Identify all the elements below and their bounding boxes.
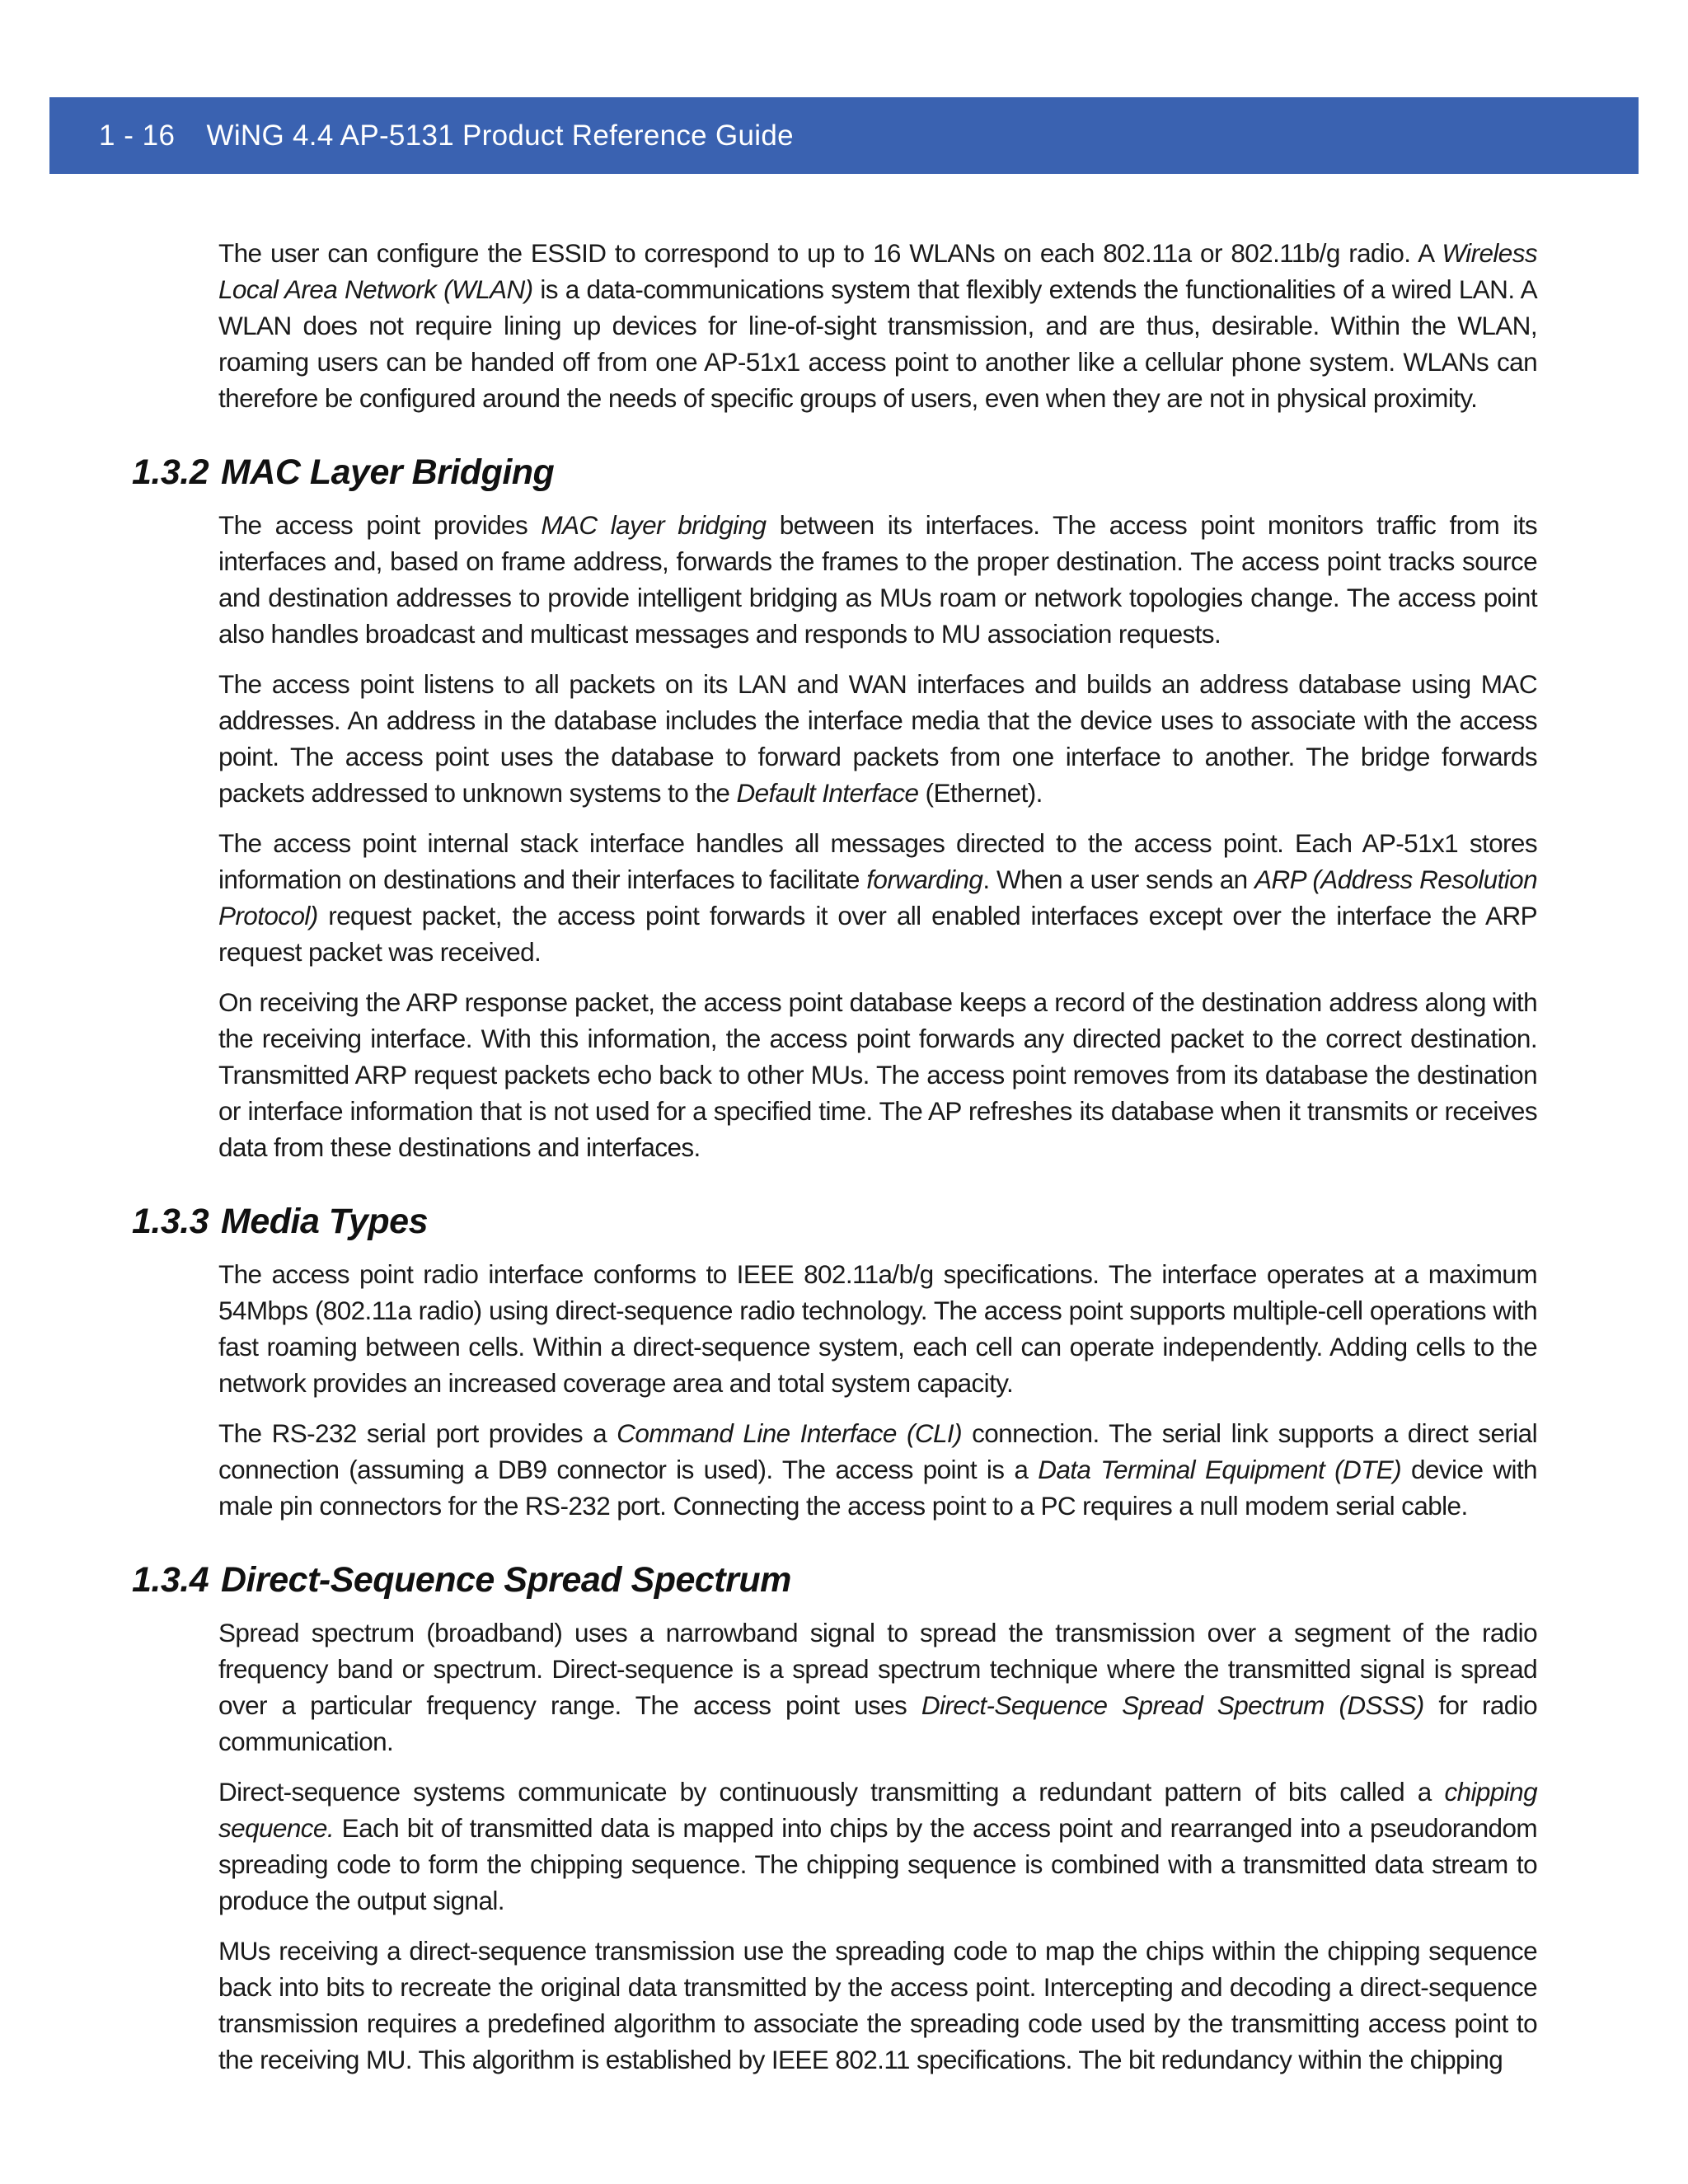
intro-paragraph: The user can configure the ESSID to correspond to up to 16 WLANs on each 802.11a or 802.11b/g radio. A Wireless Local Area Network (WLAN) is a data-communications system that flexibly extends the functionalities of a wired LAN. A WLAN does not require lining up devices for line-of-sight transmission, and are thus, desirable. Within the WLAN, roaming users can be handed off from one AP-51x1 access point to another like a cellular phone system. WLANs can therefore be configured around the needs of specific groups of users, even when they are not in physical proximity. <box>218 238 1537 413</box>
paragraph: The access point listens to all packets on its LAN and WAN interfaces and builds an address database using MAC addresses. An address in the database includes the interface media that the device uses to associate with the access point. The access point uses the database to forward packets from one interface to another. The bridge forwards packets addressed to unknown systems to the Default Interface (Ethernet). <box>218 669 1537 808</box>
page-header-bar <box>49 97 1639 174</box>
paragraph: The access point radio interface conforms to IEEE 802.11a/b/g specifications. The interface operates at a maximum 54Mbps (802.11a radio) using direct-sequence radio technology. The access point supports multiple-cell operations with fast roaming between cells. Within a direct-sequence system, each cell can operate independently. Adding cells to the network provides an increased coverage area and total system capacity. <box>218 1259 1537 1398</box>
section-title: Direct-Sequence Spread Spectrum <box>221 1560 791 1600</box>
document-title: WiNG 4.4 AP-5131 Product Reference Guide <box>206 119 794 152</box>
term-dsss: Direct-Sequence Spread Spectrum (DSSS) <box>921 1690 1424 1720</box>
paragraph: The RS-232 serial port provides a Command Line Interface (CLI) connection. The serial link supports a direct serial connection (assuming a DB9 connector is used). The access point is a Data Terminal Equipment (DTE) device with male pin connectors for the RS-232 port. Connecting the access point to a PC requires a null modem serial cable. <box>218 1418 1537 1521</box>
paragraph: On receiving the ARP response packet, the access point database keeps a record of the destination address along with the receiving interface. With this information, the access point forwards any directed packet to the correct destination. Transmitted ARP request packets echo back to other MUs. The access point removes from its database the destination or interface information that is not used for a specified time. The AP refreshes its database when it transmits or receives data from these destinations and interfaces. <box>218 987 1537 1162</box>
term-cli: Command Line Interface (CLI) <box>617 1418 962 1448</box>
paragraph: Spread spectrum (broadband) uses a narrowband signal to spread the transmission over a segment of the radio frequency band or spectrum. Direct-sequence is a spread spectrum technique where the transmitted signal is spread over a particular frequency range. The access point uses Direct-Sequence Spread Spectrum (DSSS) for radio communication. <box>218 1618 1537 1756</box>
page-content <box>0 235 1688 2092</box>
term-mac-layer-bridging: MAC layer bridging <box>541 510 767 540</box>
page-number: 1 - 16 <box>99 119 176 152</box>
term-chipping-sequence: chipping sequence. <box>218 1777 1537 1843</box>
term-forwarding: forwarding <box>866 865 983 894</box>
paragraph: The access point provides MAC layer bridging between its interfaces. The access point monitors traffic from its interfaces and, based on frame address, forwards the frames to the proper destination. The access point tracks source and destination addresses to provide intelligent bridging as MUs roam or network topologies change. The access point also handles broadcast and multicast messages and responds to MU association requests. <box>218 510 1538 649</box>
term-dte: Data Terminal Equipment (DTE) <box>1038 1455 1402 1484</box>
section-title: Media Types <box>221 1202 428 1241</box>
paragraph: The access point internal stack interface handles all messages directed to the access point. Each AP-51x1 stores information on destinations and their interfaces to facilitate forwarding. When a user sends an ARP (Address Resolution Protocol) request packet, the access point forwards it over all enabled interfaces except over the interface the ARP request packet was received. <box>218 828 1537 967</box>
section-number: 1.3.4 <box>132 1560 209 1600</box>
paragraph: MUs receiving a direct-sequence transmission use the spreading code to map the chips within the chipping sequence back into bits to recreate the original data transmitted by the access point. Intercepting and decoding a direct-sequence transmission requires a predefined algorithm to associate the spreading code used by the transmitting access point to the receiving MU. This algorithm is established by IEEE 802.11 specifications. The bit redundancy within the chipping <box>218 1936 1537 2074</box>
section-number: 1.3.2 <box>132 452 209 492</box>
term-arp: ARP (Address Resolution Protocol) <box>218 865 1537 930</box>
section-number: 1.3.3 <box>132 1202 209 1241</box>
term-wlan: Wireless Local Area Network (WLAN) <box>218 238 1537 304</box>
section-heading-dsss <box>0 1557 1688 1603</box>
paragraph: Direct-sequence systems communicate by continuously transmitting a redundant pattern of bits called a chipping sequence. Each bit of transmitted data is mapped into chips by the access point and rearranged into a pseudorandom spreading code to form the chipping sequence. The chipping sequence is combined with a transmitted data stream to produce the output signal. <box>218 1777 1537 1915</box>
section-heading-mac-layer-bridging <box>0 449 1688 495</box>
section-heading-media-types <box>0 1198 1688 1244</box>
term-default-interface: Default Interface <box>736 778 919 808</box>
section-title: MAC Layer Bridging <box>221 452 555 492</box>
